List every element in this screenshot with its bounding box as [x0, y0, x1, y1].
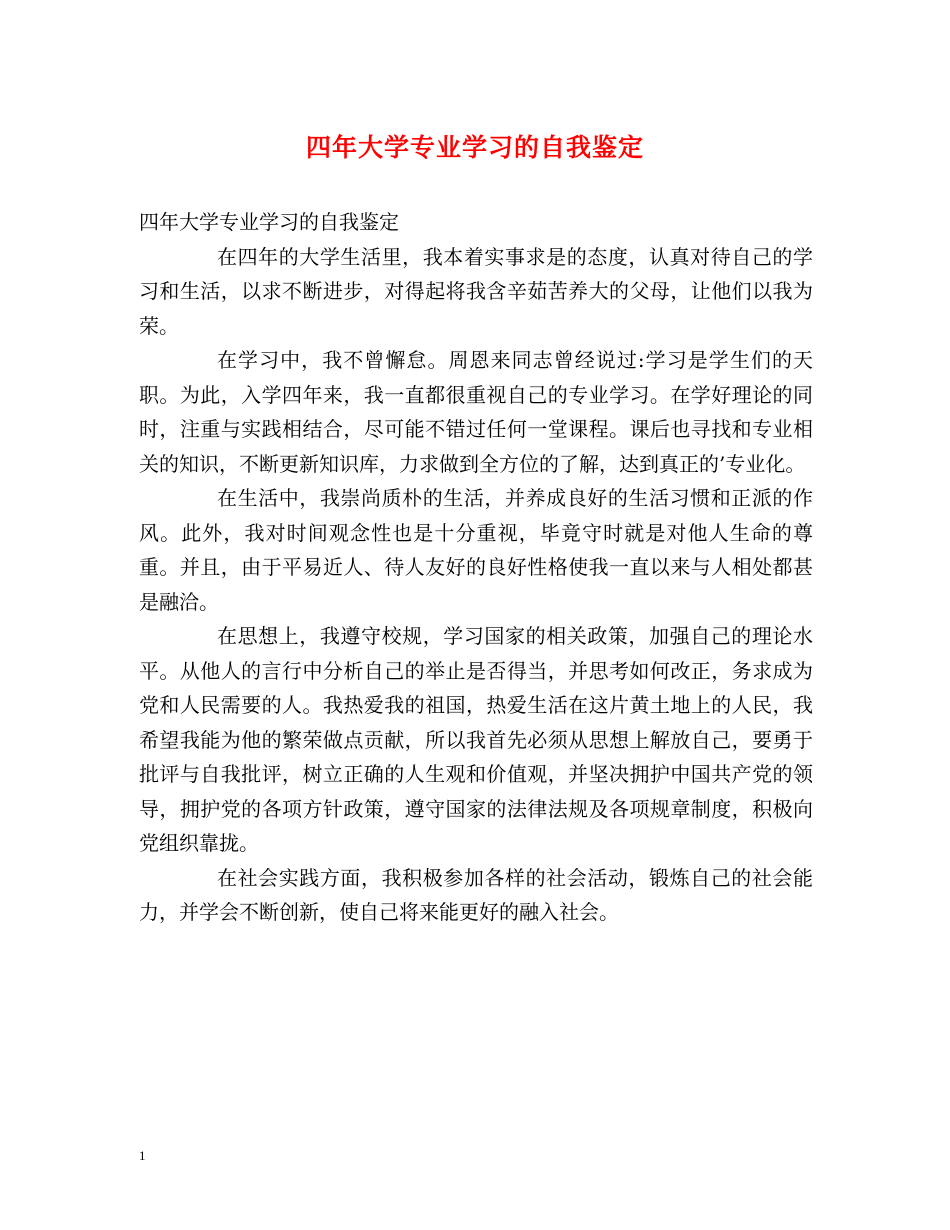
document-subtitle: 四年大学专业学习的自我鉴定 — [139, 210, 399, 234]
paragraph-intro: 在四年的大学生活里，我本着实事求是的态度，认真对待自己的学习和生活，以求不断进步，对得起将我含辛茹苦养大的父母，让他们以我为荣。 — [139, 244, 813, 338]
document-body — [139, 205, 813, 930]
paragraph-social-practice: 在社会实践方面，我积极参加各样的社会活动，锻炼自己的社会能力，并学会不断创新，使自己将来能更好的融入社会。 — [139, 865, 813, 924]
document-title: 四年大学专业学习的自我鉴定 — [305, 133, 644, 162]
page-number: 1 — [139, 1148, 146, 1163]
paragraph-ideology: 在思想上，我遵守校规，学习国家的相关政策，加强自己的理论水平。从他人的言行中分析自己的举止是否得当，并思考如何改正，务求成为党和人民需要的人。我热爱我的祖国，热爱生活在这片黄土地上的人民，我希望我能为他的繁荣做点贡献，所以我首先必须从思想上解放自己，要勇于批评与自我批评，树立正确的人生观和价值观，并坚决拥护中国共产党的领导，拥护党的各项方针政策，遵守国家的法律法规及各项规章制度，积极向党组织靠拢。 — [139, 624, 813, 855]
paragraph-life: 在生活中，我崇尚质朴的生活，并养成良好的生活习惯和正派的作风。此外，我对时间观念性也是十分重视，毕竟守时就是对他人生命的尊重。并且，由于平易近人、待人友好的良好性格使我一直以来与人相处都甚是融洽。 — [139, 486, 813, 614]
paragraph-study: 在学习中，我不曾懈怠。周恩来同志曾经说过:学习是学生们的天职。为此，入学四年来，我一直都很重视自己的专业学习。在学好理论的同时，注重与实践相结合，尽可能不错过任何一堂课程。课后也寻找和专业相关的知识，不断更新知识库，力求做到全方位的了解，达到真正的’专业化。 — [139, 348, 813, 476]
